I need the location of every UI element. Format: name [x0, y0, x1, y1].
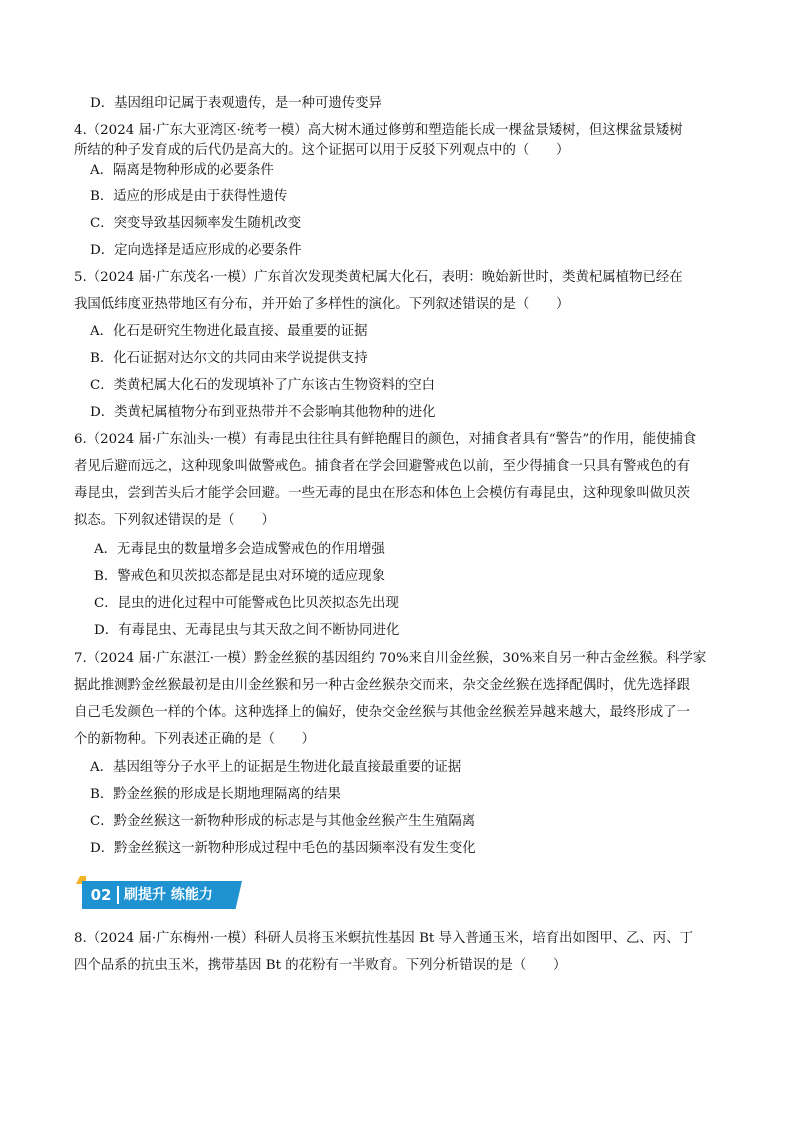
q6-option-d: D．有毒昆虫、无毒昆虫与其天敌之间不断协同进化: [94, 623, 400, 638]
q5-stem-line-1: 5.（2024 届·广东茂名·一模）广东首次发现类黄杞属大化石，表明：晚始新世时，类黄杞属植物已经在: [74, 270, 683, 285]
q7-option-a: A．基因组等分子水平上的证据是生物进化最直接最重要的证据: [90, 760, 462, 775]
q6-stem-line-4: 拟态。下列叙述错误的是（ ）: [74, 513, 275, 528]
q6-stem-line-3: 毒昆虫，尝到苦头后才能学会回避。一些无毒的昆虫在形态和体色上会模仿有毒昆虫，这种现象叫做贝茨: [74, 486, 690, 501]
q6-stem-line-2: 者见后避而远之，这种现象叫做警戒色。捕食者在学会回避警戒色以前，至少得捕食一只具有警戒色的有: [74, 459, 690, 474]
q5-option-d: D．类黄杞属植物分布到亚热带并不会影响其他物种的进化: [90, 405, 436, 420]
q4-option-a: A．隔离是物种形成的必要条件: [90, 163, 274, 178]
q7-option-d: D．黔金丝猴这一新物种形成过程中毛色的基因频率没有发生变化: [90, 841, 476, 856]
q6-option-a: A．无毒昆虫的数量增多会造成警戒色的作用增强: [94, 542, 385, 557]
q5-option-c: C．类黄杞属大化石的发现填补了广东该古生物资料的空白: [90, 378, 436, 393]
q7-option-c: C．黔金丝猴这一新物种形成的标志是与其他金丝猴产生生殖隔离: [90, 814, 476, 829]
q8-stem-line-1: 8.（2024 届·广东梅州·一模）科研人员将玉米螟抗性基因 Bt 导入普通玉米，培育出如图甲、乙、丙、丁: [74, 931, 693, 946]
q7-stem-line-4: 个的新物种。下列表述正确的是（ ）: [74, 732, 316, 747]
q7-stem-line-2: 据此推测黔金丝猴最初是由川金丝猴和另一种古金丝猴杂交而来，杂交金丝猴在选择配偶时，优先选择跟: [74, 678, 690, 693]
q7-stem-line-3: 自己毛发颜色一样的个体。这种选择上的偏好，使杂交金丝猴与其他金丝猴差异越来越大，最终形成了一: [74, 705, 690, 720]
section-banner: [82, 876, 246, 912]
q7-stem-line-1: 7.（2024 届·广东湛江·一模）黔金丝猴的基因组约 70%来自川金丝猴，30%来自另一种古金丝猴。科学家: [74, 651, 707, 666]
q4-option-d: D．定向选择是适应形成的必要条件: [90, 243, 302, 258]
section-title: 刷提升 练能力: [124, 887, 213, 903]
q6-option-c: C．昆虫的进化过程中可能警戒色比贝茨拟态先出现: [94, 596, 399, 611]
q6-stem-line-1: 6.（2024 届·广东汕头·一模）有毒昆虫往往具有鲜艳醒目的颜色，对捕食者具有“警告”的作用，能使捕食: [74, 432, 697, 447]
q7-option-b: B．黔金丝猴的形成是长期地理隔离的结果: [90, 787, 341, 802]
q4-option-c: C．突变导致基因频率发生随机改变: [90, 216, 302, 231]
q4-stem-line-2: 所结的种子发育成的后代仍是高大的。这个证据可以用于反驳下列观点中的（ ）: [74, 143, 570, 158]
q4-stem-line-1: 4.（2024 届·广东大亚湾区·统考一模）高大树木通过修剪和塑造能长成一棵盆景矮树，但这棵盆景矮树: [74, 123, 683, 138]
q3-option-d: D．基因组印记属于表观遗传，是一种可遗传变异: [90, 96, 382, 111]
q4-option-b: B．适应的形成是由于获得性遗传: [90, 189, 288, 204]
section-number: 02: [90, 886, 112, 904]
q5-stem-line-2: 我国低纬度亚热带地区有分布，并开始了多样性的演化。下列叙述错误的是（ ）: [74, 297, 570, 312]
q5-option-b: B．化石证据对达尔文的共同由来学说提供支持: [90, 351, 368, 366]
q8-stem-line-2: 四个品系的抗虫玉米，携带基因 Bt 的花粉有一半败育。下列分析错误的是（ ）: [74, 958, 567, 973]
q6-option-b: B．警戒色和贝茨拟态都是昆虫对环境的适应现象: [94, 569, 386, 584]
q5-option-a: A．化石是研究生物进化最直接、最重要的证据: [90, 324, 368, 339]
banner-divider: [117, 886, 119, 904]
